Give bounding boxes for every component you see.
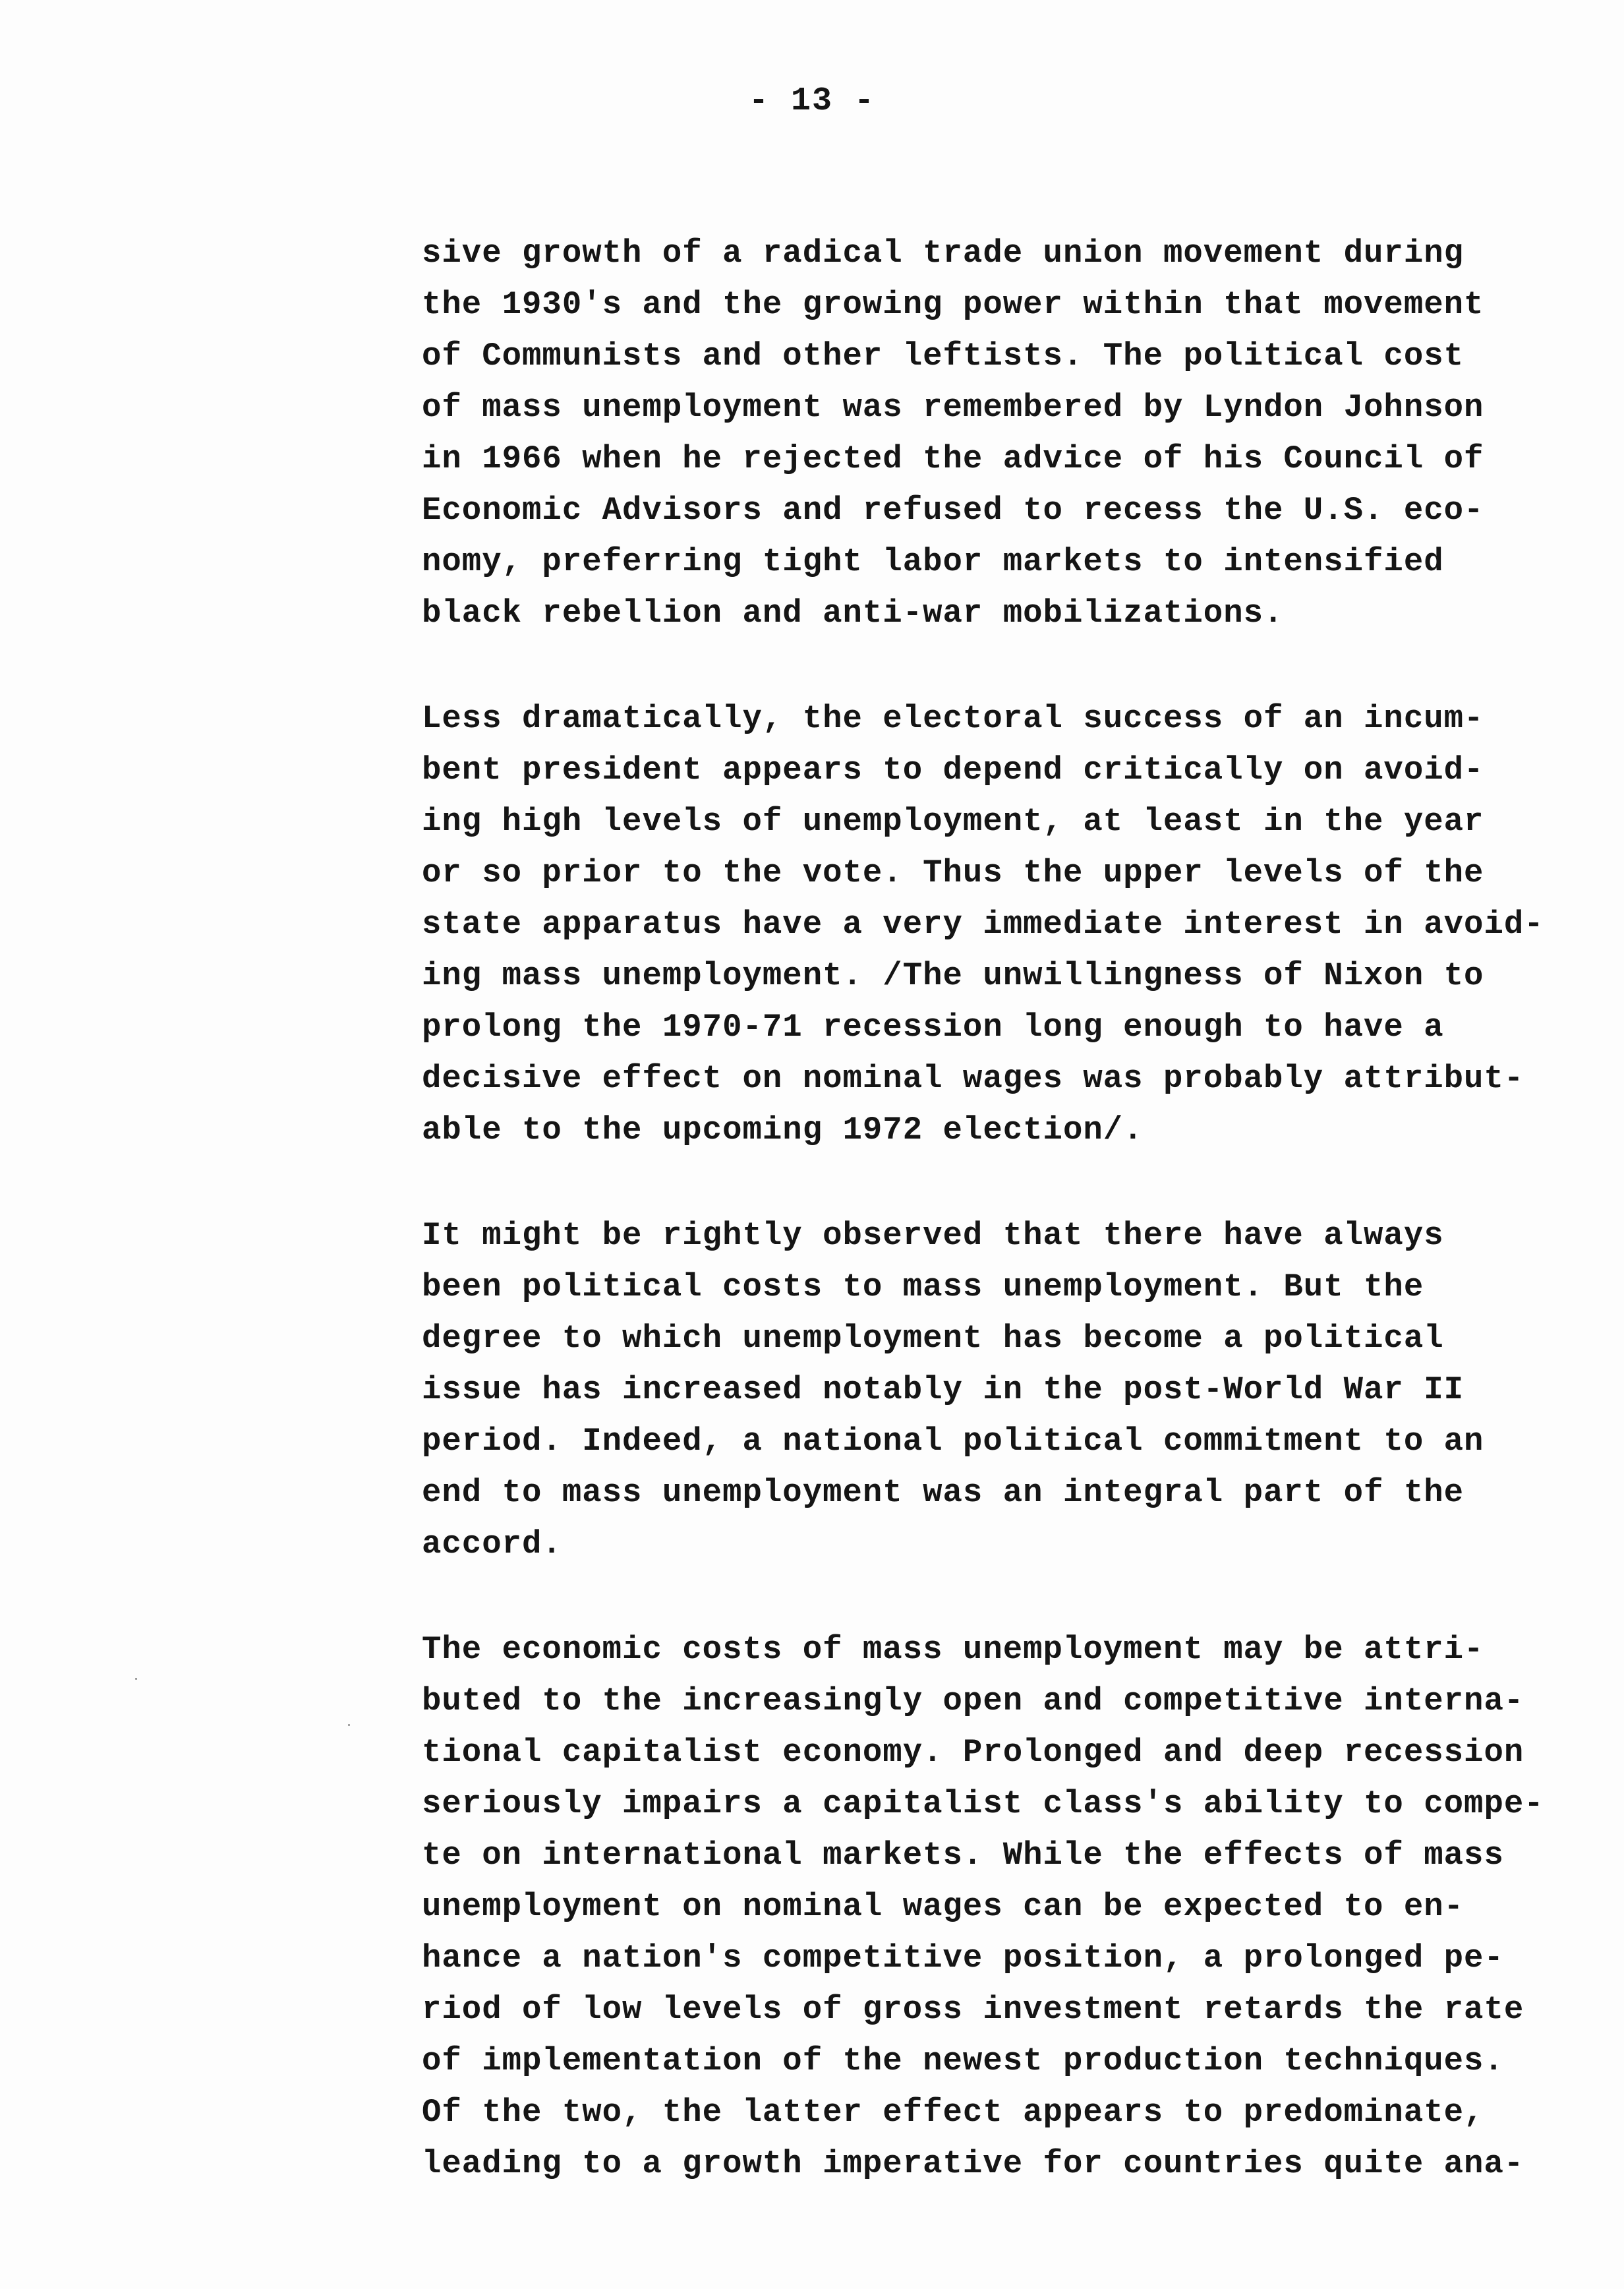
text-line: sive growth of a radical trade union movement during: [422, 235, 1464, 272]
text-line: issue has increased notably in the post-World War II: [422, 1371, 1464, 1408]
text-line: end to mass unemployment was an integral part of the: [422, 1474, 1464, 1511]
text-line: ing mass unemployment. /The unwillingness of Nixon to: [422, 957, 1484, 994]
text-line: riod of low levels of gross investment retards the rate: [422, 1991, 1524, 2028]
text-line: of implementation of the newest production techniques.: [422, 2042, 1504, 2079]
text-line: of mass unemployment was remembered by Lyndon Johnson: [422, 389, 1484, 426]
paragraph-2: [422, 693, 1582, 1156]
text-line: of Communists and other leftists. The political cost: [422, 338, 1464, 374]
text-line: Economic Advisors and refused to recess the U.S. eco-: [422, 492, 1484, 529]
text-line: decisive effect on nominal wages was probably attribut-: [422, 1060, 1524, 1097]
text-line: hance a nation's competitive position, a prolonged pe-: [422, 1940, 1504, 1977]
text-line: seriously impairs a capitalist class's ability to compe-: [422, 1785, 1544, 1822]
text-line: in 1966 when he rejected the advice of his Council of: [422, 440, 1484, 477]
text-line: degree to which unemployment has become a political: [422, 1320, 1444, 1357]
text-line: The economic costs of mass unemployment may be attri-: [422, 1631, 1484, 1668]
text-line: the 1930's and the growing power within that movement: [422, 286, 1484, 323]
paragraph-4: [422, 1624, 1582, 2189]
text-line: It might be rightly observed that there have always: [422, 1217, 1444, 1254]
text-line: prolong the 1970-71 recession long enough to have a: [422, 1009, 1444, 1046]
text-line: or so prior to the vote. Thus the upper levels of the: [422, 854, 1484, 891]
text-line: Less dramatically, the electoral success of an incum-: [422, 700, 1484, 737]
text-line: leading to a growth imperative for countries quite ana-: [422, 2145, 1524, 2182]
scan-speck: [348, 1724, 350, 1726]
text-line: bent president appears to depend critically on avoid-: [422, 752, 1484, 788]
text-line: ing high levels of unemployment, at least in the year: [422, 803, 1484, 840]
text-line: tional capitalist economy. Prolonged and deep recession: [422, 1734, 1524, 1771]
text-line: buted to the increasingly open and competitive interna-: [422, 1682, 1524, 1719]
paragraph-1: [422, 227, 1582, 639]
text-line: accord.: [422, 1526, 562, 1562]
paragraph-3: [422, 1210, 1582, 1570]
text-line: been political costs to mass unemployment. But the: [422, 1268, 1424, 1305]
text-line: Of the two, the latter effect appears to predominate,: [422, 2094, 1484, 2131]
text-line: te on international markets. While the effects of mass: [422, 1837, 1504, 1874]
text-line: state apparatus have a very immediate interest in avoid-: [422, 906, 1544, 943]
text-line: black rebellion and anti-war mobilizations.: [422, 595, 1284, 632]
scan-speck: [135, 1678, 137, 1680]
text-line: period. Indeed, a national political commitment to an: [422, 1423, 1484, 1460]
text-line: nomy, preferring tight labor markets to intensified: [422, 543, 1444, 580]
body-text: [422, 227, 1582, 2244]
text-line: unemployment on nominal wages can be expected to en-: [422, 1888, 1464, 1925]
text-line: able to the upcoming 1972 election/.: [422, 1112, 1144, 1148]
page-number: - 13 -: [748, 82, 876, 120]
